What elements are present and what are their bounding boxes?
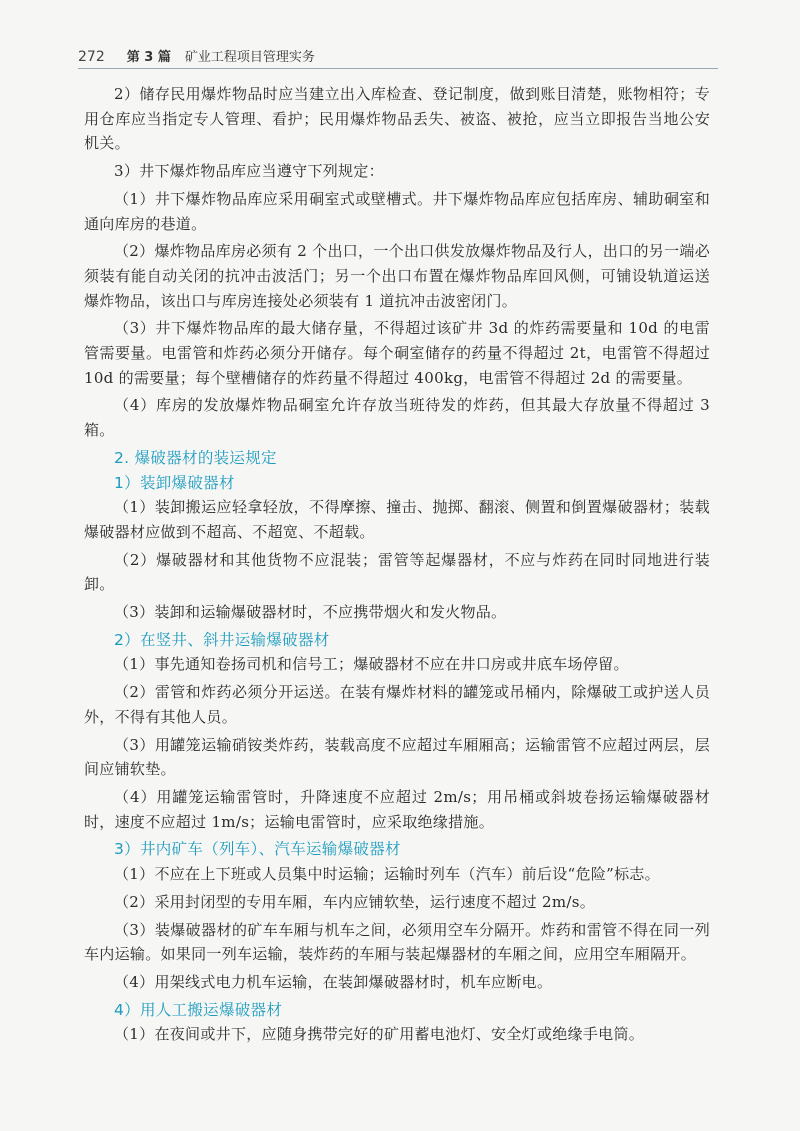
paragraph: （1）井下爆炸物品库应采用硐室式或壁槽式。井下爆炸物品库应包括库房、辅助硐室和通向库房的巷道。 [84, 189, 710, 233]
section-heading: 2. 爆破器材的装运规定 [114, 448, 277, 467]
list-item: （3）用罐笼运输硝铵类炸药，装载高度不应超过车厢厢高；运输雷管不应超过两层，层间应铺软垫。 [84, 735, 710, 779]
list-item: （3）装爆破器材的矿车车厢与机车之间，必须用空车分隔开。炸药和雷管不得在同一列车内运输。如果同一列车运输，装炸药的车厢与装起爆器材的车厢之间，应用空车厢隔开。 [84, 920, 710, 964]
list-item: （3）装卸和运输爆破器材时，不应携带烟火和发火物品。 [114, 603, 507, 622]
subsection-heading: 4）用人工搬运爆破器材 [114, 1000, 283, 1019]
book-section-title: 矿业工程项目管理实务 [184, 50, 315, 65]
paragraph: （2）爆炸物品库房必须有 2 个出口，一个出口供发放爆炸物品及行人，出口的另一端必须装有能自动关闭的抗冲击波活门；另一个出口布置在爆炸物品库回风侧，可铺设轨道运送爆炸物品，该出口与库房连接处必须装有 1 道抗冲击波密闭门。 [84, 242, 710, 310]
header-rule [78, 68, 718, 69]
body-text [84, 82, 710, 1047]
list-item: （2）雷管和炸药必须分开运送。在装有爆炸材料的罐笼或吊桶内，除爆破工或护送人员外，不得有其他人员。 [84, 683, 710, 726]
list-item: （1）事先通知卷扬司机和信号工；爆破器材不应在井口房或井底车场停留。 [114, 655, 629, 674]
list-item: （1）不应在上下班或人员集中时运输；运输时列车（汽车）前后设“危险”标志。 [114, 865, 660, 884]
subsection-heading: 1）装卸爆破器材 [114, 473, 235, 492]
paragraph: （4）库房的发放爆炸物品硐室允许存放当班待发的炸药，但其最大存放量不得超过 3 箱。 [84, 396, 710, 440]
paragraph: 3）井下爆炸物品库应当遵守下列规定： [114, 162, 384, 181]
list-item: （1）在夜间或井下，应随身携带完好的矿用蓄电池灯、安全灯或绝缘手电筒。 [114, 1025, 645, 1044]
list-item: （4）用架线式电力机车运输，在装卸爆破器材时，机车应断电。 [114, 972, 553, 991]
page-number: 272 [78, 49, 105, 65]
paragraph: 2）储存民用爆炸物品时应当建立出入库检查、登记制度，做到账目清楚，账物相符；专用仓库应当指定专人管理、看护；民用爆炸物品丢失、被盗、被抢，应当立即报告当地公安机关。 [84, 85, 710, 153]
list-item: （1）装卸搬运应轻拿轻放，不得摩擦、撞击、抛掷、翻滚、侧置和倒置爆破器材；装载爆破器材应做到不超高、不超宽、不超载。 [84, 498, 710, 541]
subsection-heading: 2）在竖井、斜井运输爆破器材 [114, 630, 330, 649]
list-item: （2）爆破器材和其他货物不应混装；雷管等起爆器材，不应与炸药在同时同地进行装卸。 [84, 550, 710, 594]
subsection-heading: 3）井内矿车（列车）、汽车运输爆破器材 [114, 840, 401, 859]
part-label: 第 3 篇 [126, 50, 171, 65]
running-header [78, 46, 740, 65]
list-item: （2）采用封闭型的专用车厢，车内应铺软垫，运行速度不超过 2m/s。 [114, 892, 596, 911]
list-item: （4）用罐笼运输雷管时，升降速度不应超过 2m/s；用吊桶或斜坡卷扬运输爆破器材时，速度不应超过 1m/s；运输电雷管时，应采取绝缘措施。 [84, 787, 710, 831]
paragraph: （3）井下爆炸物品库的最大储存量，不得超过该矿井 3d 的炸药需要量和 10d 的电雷管需要量。电雷管和炸药必须分开储存。每个硐室储存的药量不得超过 2t，电雷管不得超过 10d 的需要量；每个壁槽储存的炸药量不得超过 400kg，电雷管不得超过 2d 的需要量。 [84, 319, 710, 387]
